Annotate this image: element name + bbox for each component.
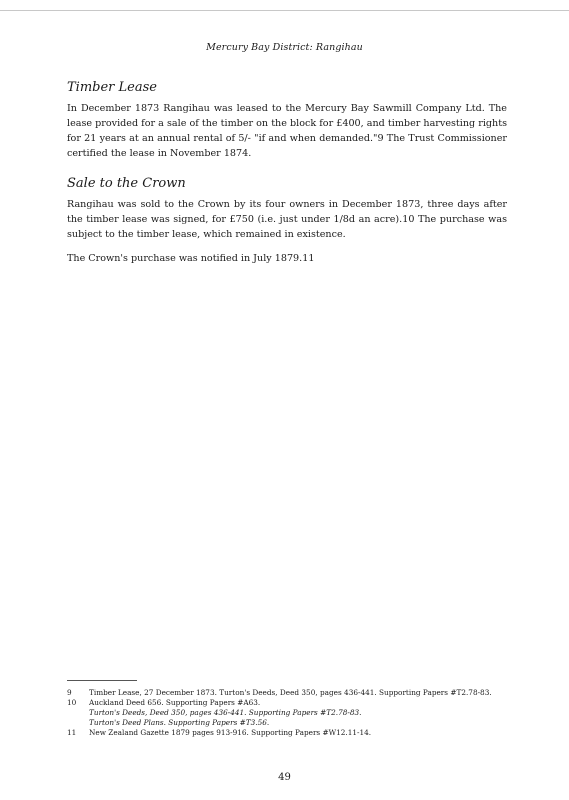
section-sale-to-crown <box>67 176 507 275</box>
section-heading: Timber Lease <box>67 80 157 95</box>
footnote-text: Timber Lease, 27 December 1873. Turton's Deeds, Deed 350, pages 436-441. Supporting Papers #T2.78-83. <box>89 688 492 697</box>
footnote-rule <box>67 680 137 681</box>
footnote-text: Auckland Deed 656. Supporting Papers #A63. <box>89 698 261 707</box>
footnote-text: Turton's Deeds, Deed 350, pages 436-441. Supporting Papers #T2.78-83. <box>89 708 362 717</box>
footnote-number: 10 <box>67 698 77 707</box>
top-rule <box>0 10 569 11</box>
footnote-text: New Zealand Gazette 1879 pages 913-916. Supporting Papers #W12.11-14. <box>89 728 372 737</box>
footnote <box>67 688 507 698</box>
section-heading: Sale to the Crown <box>67 176 186 191</box>
footnote <box>67 698 507 708</box>
paragraph: The Crown's purchase was notified in July 1879.11 <box>67 253 315 264</box>
footnote-number: 11 <box>67 728 77 737</box>
section-timber-lease <box>67 80 507 170</box>
page-number: 49 <box>278 772 291 783</box>
footnote <box>67 728 507 738</box>
paragraph: Rangihau was sold to the Crown by its four owners in December 1873, three days after the timber lease was signed, for £750 (i.e. just under 1/8d an acre).10 The purchase was subject to the timber lease, which remained in existence. <box>67 199 507 240</box>
running-header: Mercury Bay District: Rangihau <box>206 42 363 53</box>
footnote-number: 9 <box>67 688 72 697</box>
paragraph: In December 1873 Rangihau was leased to the Mercury Bay Sawmill Company Ltd. The lease provided for a sale of the timber on the block for £400, and timber harvesting rights for 21 years at an annual rental of 5/- "if and when demanded."9 The Trust Commissioner certified the lease in November 1874. <box>67 103 507 159</box>
footnotes <box>67 688 507 738</box>
footnote-text: Turton's Deed Plans. Supporting Papers #T3.56. <box>89 718 270 727</box>
